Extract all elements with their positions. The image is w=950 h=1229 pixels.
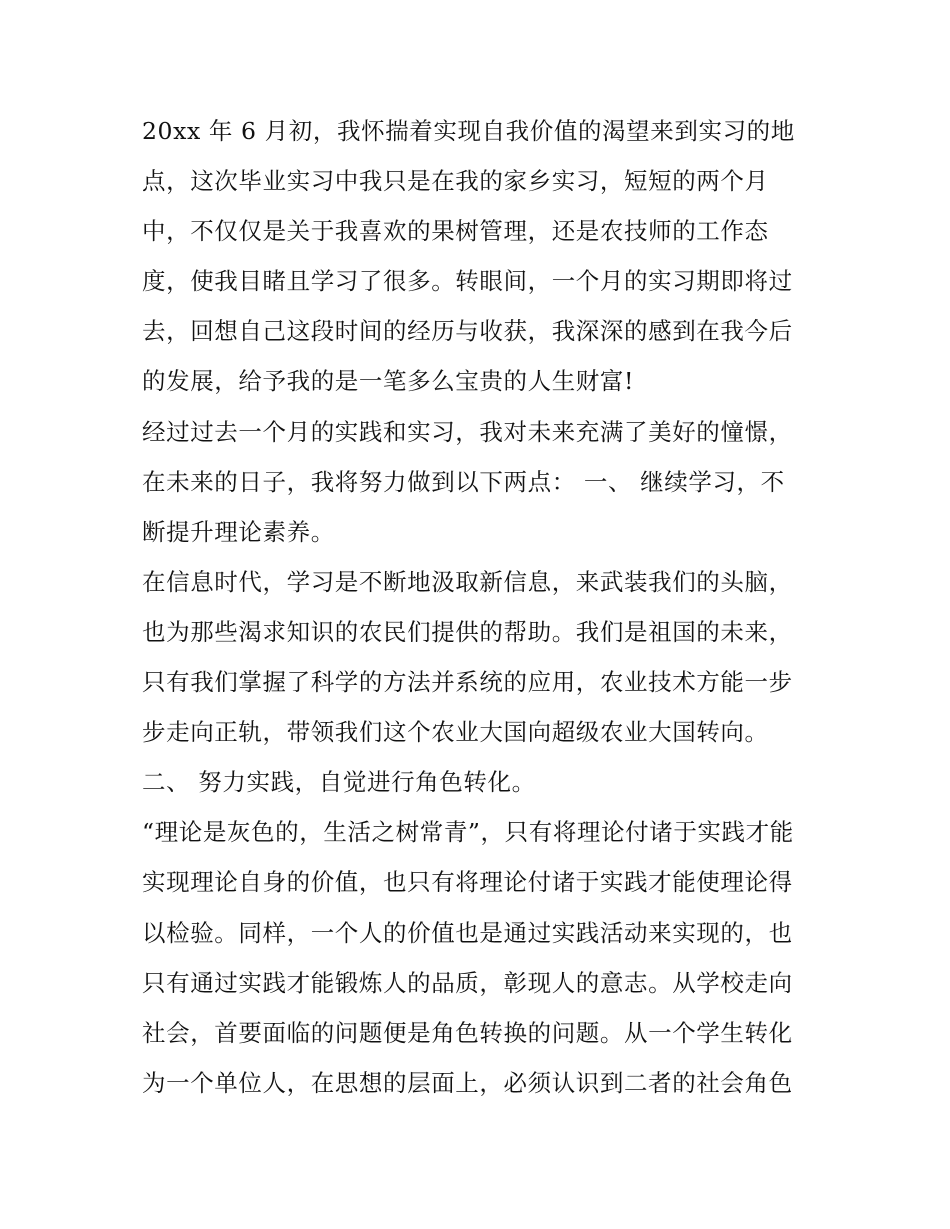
text-line: 也为那些渴求知识的农民们提供的帮助。我们是祖国的未来， [142, 617, 793, 646]
text-line: 经过过去一个月的实践和实习，我对未来充满了美好的憧憬， [142, 417, 793, 446]
text-line: 20xx 年 6 月初，我怀揣着实现自我价值的渴望来到实习的地 [142, 117, 795, 145]
text-line: 去，回想自己这段时间的经历与收获，我深深的感到在我今后 [142, 317, 793, 346]
text-line: 点，这次毕业实习中我只是在我的家乡实习，短短的两个月 [142, 167, 769, 196]
text-line: 步走向正轨，带领我们这个农业大国向超级农业大国转向。 [142, 718, 769, 747]
text-line: 在信息时代，学习是不断地汲取新信息，来武装我们的头脑， [142, 567, 793, 596]
document-body [142, 106, 822, 1108]
text-line: “理论是灰色的，生活之树常青”，只有将理论付诸于实践才能 [142, 818, 794, 847]
text-line: 在未来的日子，我将努力做到以下两点： 一、 继续学习，不 [142, 467, 785, 496]
text-line: 实现理论自身的价值，也只有将理论付诸于实践才能使理论得 [142, 868, 793, 897]
text-line: 社会，首要面临的问题便是角色转换的问题。从一个学生转化 [142, 1018, 793, 1047]
text-line: 度，使我目睹且学习了很多。转眼间，一个月的实习期即将过 [142, 267, 793, 296]
text-line: 中，不仅仅是关于我喜欢的果树管理，还是农技师的工作态 [142, 217, 769, 246]
text-line: 只有我们掌握了科学的方法并系统的应用，农业技术方能一步 [142, 668, 793, 697]
text-line: 只有通过实践才能锻炼人的品质，彰现人的意志。从学校走向 [142, 968, 793, 997]
text-line: 断提升理论素养。 [142, 517, 335, 546]
section-heading: 二、 努力实践，自觉进行角色转化。 [142, 768, 536, 797]
text-line: 的发展，给予我的是一笔多么宝贵的人生财富! [142, 367, 635, 396]
text-line: 以检验。同样，一个人的价值也是通过实践活动来实现的，也 [142, 918, 793, 947]
text-line: 为一个单位人，在思想的层面上，必须认识到二者的社会角色 [142, 1068, 793, 1097]
